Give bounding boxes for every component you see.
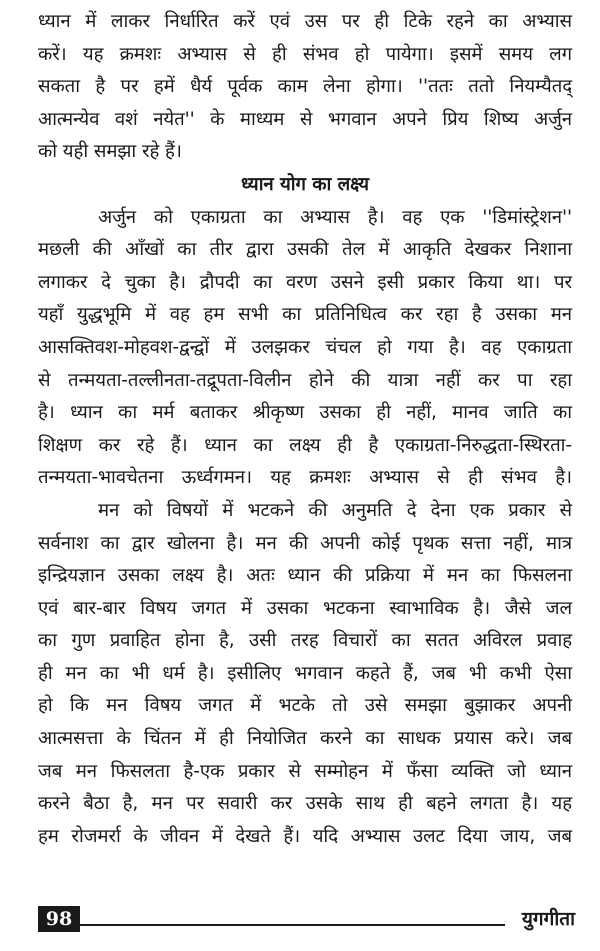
text-line: एवं बार-बार विषय जगत में उसका भटकना स्वाभाविक है। जैसे जल (38, 597, 572, 619)
text-line: शिक्षण कर रहे हैं। ध्यान का लक्ष्य ही है एकाग्रता-निरुद्धता-स्थिरता- (38, 434, 572, 456)
page-number: 98 (38, 906, 80, 932)
text-line: इन्द्रियज्ञान उसका लक्ष्य है। अतः ध्यान की प्रक्रिया में मन का फिसलना (38, 565, 572, 587)
text-line: लगाकर दे चुका है। द्रौपदी का वरण उसने इसी प्रकार किया था। पर (38, 271, 572, 293)
text-line: करने बैठा है, मन पर सवारी कर उसके साथ ही बहने लगता है। यह (38, 793, 572, 815)
text-line: आसक्तिवश-मोहवश-द्वन्द्वों में उलझकर चंचल हो गया है। वह एकाग्रता (38, 336, 572, 358)
text-line: से तन्मयता-तल्लीनता-तद्रूपता-विलीन होने की यात्रा नहीं कर पा रहा (38, 369, 572, 391)
body-text (38, 6, 572, 853)
text-line: सर्वनाश का द्वार खोलना है। मन की अपनी कोई पृथक सत्ता नहीं, मात्र (38, 532, 572, 554)
text-line: अर्जुन को एकाग्रता का अभ्यास है। वह एक ''डिमांस्ट्रेशन'' (98, 206, 572, 228)
text-line: ध्यान में लाकर निर्धारित करें एवं उस पर ही टिके रहने का अभ्यास (38, 11, 572, 32)
footer-divider (80, 924, 505, 926)
text-line: ही मन का भी धर्म है। इसीलिए भगवान कहते हैं, जब भी कभी ऐसा (38, 662, 572, 684)
text-line: जब मन फिसलता है-एक प्रकार से सम्मोहन में फँसा व्यक्ति जो ध्यान (38, 760, 572, 782)
text-line: का गुण प्रवाहित होना है, उसी तरह विचारों का सतत अविरल प्रवाह (38, 630, 572, 652)
text-line: मन को विषयों में भटकने की अनुमति दे देना एक प्रकार से (98, 499, 572, 521)
text-line: तन्मयता-भावचेतना ऊर्ध्वगमन। यह क्रमशः अभ्यास से ही संभव है। (38, 467, 572, 489)
page-footer (30, 906, 575, 934)
text-line: आत्मसत्ता के चिंतन में ही नियोजित करने का साधक प्रयास करे। जब (38, 728, 572, 750)
text-line: आत्मन्येव वशं नयेत'' के माध्यम से भगवान अपने प्रिय शिष्य अर्जुन (38, 108, 572, 130)
book-title: युगगीता (521, 908, 575, 930)
section-heading: ध्यान योग का लक्ष्य (241, 173, 369, 195)
text-line: हम रोजमर्रा के जीवन में देखते हैं। यदि अभ्यास उलट दिया जाय, जब (38, 825, 572, 847)
text-line: करें। यह क्रमशः अभ्यास से ही संभव हो पायेगा। इसमें समय लग (38, 43, 572, 65)
text-line: यहाँ युद्धभूमि में वह हम सभी का प्रतिनिधित्व कर रहा है उसका मन (38, 304, 572, 326)
text-line: हो कि मन विषय जगत में भटके तो उसे समझा बुझाकर अपनी (38, 695, 572, 717)
text-line: है। ध्यान का मर्म बताकर श्रीकृष्ण उसका ही नहीं, मानव जाति का (38, 402, 572, 424)
text-line: को यही समझा रहे हैं। (38, 141, 182, 163)
text-line: सकता है पर हमें धैर्य पूर्वक काम लेना होगा। ''ततः ततो नियम्यैतद् (38, 76, 572, 98)
text-line: मछली की आँखों का तीर द्वारा उसकी तेल में आकृति देखकर निशाना (38, 239, 572, 261)
